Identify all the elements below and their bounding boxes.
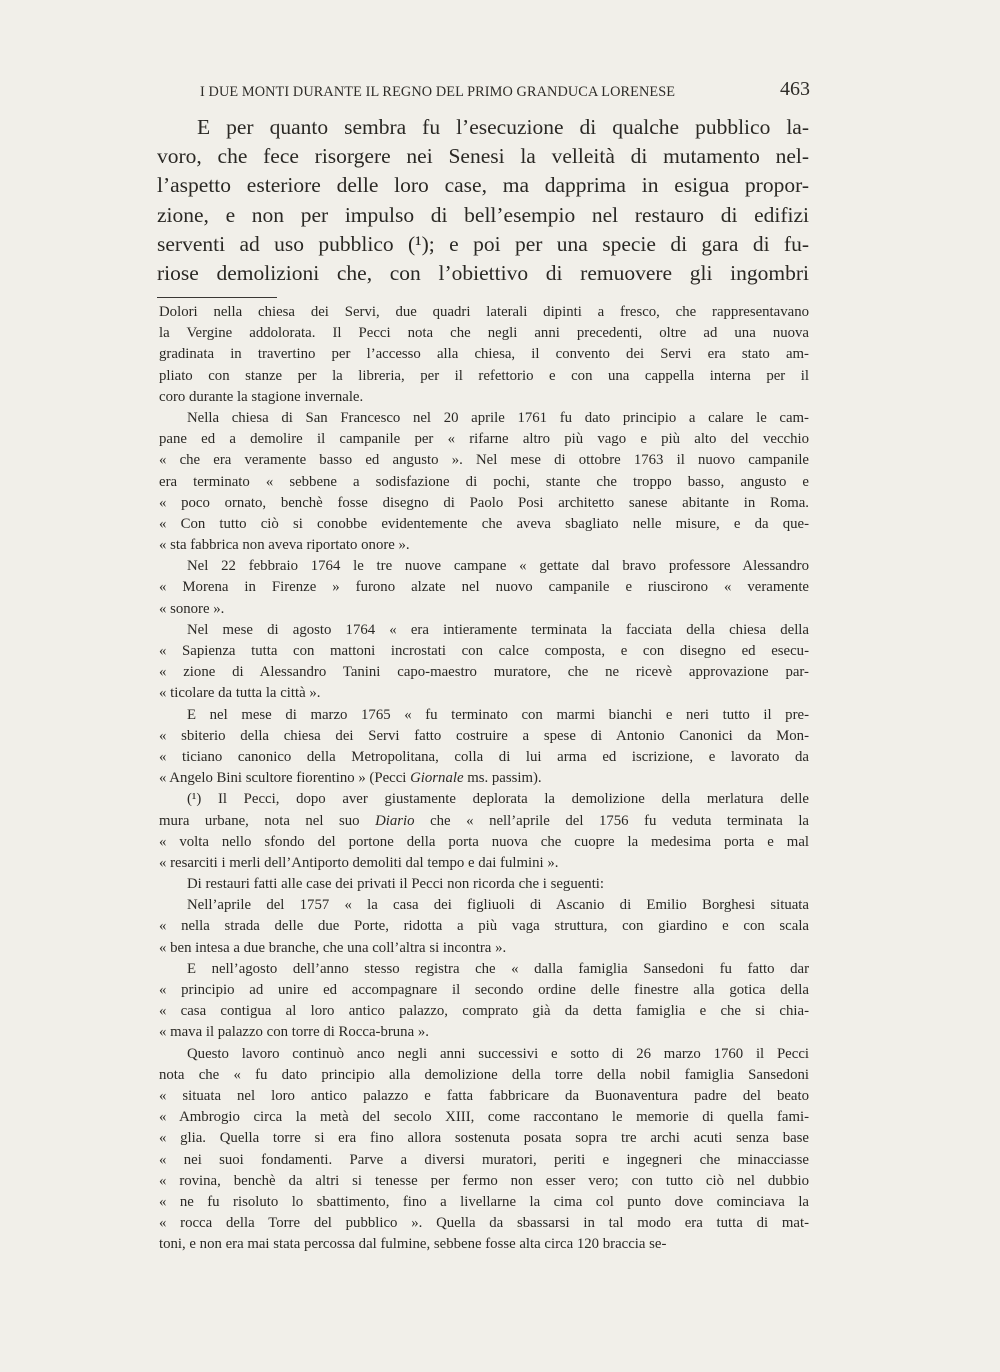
footnote-line: Nella chiesa di San Francesco nel 20 aprile 1761 fu dato principio a calare le cam- [187,409,809,426]
footnote-line: « rocca della Torre del pubblico ». Quella da sbassarsi in tal modo era tutta di mat- [159,1215,809,1232]
footnote-line: Di restauri fatti alle case dei privati il Pecci non ricorda che i seguenti: [187,876,605,893]
footnote-line: nota che « fu dato principio alla demolizione della torre della nobil famiglia Sansedoni [159,1066,809,1083]
footnote-line: « rovina, benchè da altri si tenesse per fermo non esser vero; con tutto ciò nel dubbio [159,1172,809,1189]
footnote-line: « ne fu risoluto lo sbattimento, fino a livellarne la cima col punto dove cominciava la [159,1193,809,1210]
running-title: I DUE MONTI DURANTE IL REGNO DEL PRIMO GRANDUCA LORENESE [200,84,676,100]
footnote-line: pliato con stanze per la libreria, per il refettorio e con una cappella interna per il [159,367,809,384]
footnote-line: « Morena in Firenze » furono alzate nel nuovo campanile e riuscirono « veramente [159,579,809,596]
footnote-line: « che era veramente basso ed angusto ». Nel mese di ottobre 1763 il nuovo campanile [159,452,809,469]
footnote-line: « volta nello sfondo del portone della porta nuova che cuopre la medesima porta e mal [159,833,809,850]
footnote-line: « sonore ». [159,600,225,617]
footnote-line: « nella strada delle due Porte, ridotta a più vaga struttura, con giardino e con scala [159,918,809,935]
footnote-line: mura urbane, nota nel suo Diario che « nell’aprile del 1756 fu veduta terminata la [159,812,809,829]
footnote-line: « Angelo Bini scultore fiorentino » (Pecci Giornale ms. passim). [159,770,542,787]
footnote-line: toni, e non era mai stata percossa dal fulmine, sebbene fosse alta circa 120 braccia se- [159,1236,667,1253]
footnote-line: E nel mese di marzo 1765 « fu terminato con marmi bianchi e neri tutto il pre- [187,706,809,723]
footnote-line: Questo lavoro continuò anco negli anni successivi e sotto di 26 marzo 1760 il Pecci [187,1045,809,1062]
footnote-line: « Con tutto ciò si conobbe evidentemente che aveva sbagliato nelle misure, e da que- [159,515,809,532]
footnote-separator [157,297,277,298]
footnote-line: gradinata in travertino per l’accesso alla chiesa, il convento dei Servi era stato am- [159,346,809,363]
footnote-line: pane ed a demolire il campanile per « rifarne altro più vago e più alto del vecchio [159,431,809,448]
footnote-line: E nell’agosto dell’anno stesso registra che « dalla famiglia Sansedoni fu fatto dar [187,960,809,977]
main-text [157,113,809,288]
footnote-line: « Ambrogio circa la metà del secolo XIII, come raccontano le memorie di quella fami- [159,1109,809,1126]
footnote-line: « zione di Alessandro Tanini capo-maestro muratore, che ne ricevè approvazione par- [159,664,809,681]
footnote-line: Nel mese di agosto 1764 « era intieramente terminata la facciata della chiesa della [187,621,809,638]
main-text-line: riose demolizioni che, con l’obiettivo di remuovere gli ingombri [157,260,809,285]
footnote-line: « ben intesa a due branche, che una coll’altra si incontra ». [159,939,507,956]
footnotes [159,302,809,1255]
footnote-line: « principio ad unire ed accompagnare il secondo ordine delle finestre alla gotica della [159,982,809,998]
footnote-line: « ticiano canonico della Metropolitana, colla di lui arma ed iscrizione, e lavorato da [159,748,809,765]
main-text-line: l’aspetto esteriore delle loro case, ma dapprima in esigua propor- [157,173,809,198]
footnote-line: « mava il palazzo con torre di Rocca-bruna ». [159,1024,429,1041]
footnote-line: Dolori nella chiesa dei Servi, due quadri laterali dipinti a fresco, che rappresentavano [159,304,809,320]
running-header [200,78,810,104]
footnote-line: « sbiterio della chiesa dei Servi fatto costruire a spese di Antonio Canonici da Mon- [159,727,809,744]
main-text-line: zione, e non per impulso di bell’esempio nel restauro di edifizi [157,202,809,227]
footnote-line: « Sapienza tutta con mattoni incrostati con calce composta, e con disegno ed esecu- [159,643,809,659]
footnote-line: era terminato « sebbene a sodisfazione di pochi, stante che troppo basso, angusto e [159,473,809,490]
footnote-line: « glia. Quella torre si era fino allora sostenuta posata sopra tre archi acuti senza base [159,1130,809,1147]
footnote-line: « nei suoi fondamenti. Parve a diversi muratori, periti e ingegneri che minacciasse [159,1151,809,1168]
main-text-line: E per quanto sembra fu l’esecuzione di qualche pubblico la- [197,115,809,139]
footnote-line: Nell’aprile del 1757 « la casa dei figliuoli di Ascanio di Emilio Borghesi situata [187,897,809,914]
footnote-line: Nel 22 febbraio 1764 le tre nuove campane « gettate dal bravo professore Alessandro [187,558,809,575]
footnote-line: « poco ornato, benchè fosse disegno di Paolo Posi architetto sanese abitante in Roma. [159,494,809,511]
footnote-line: (¹) Il Pecci, dopo aver giustamente deplorata la demolizione della merlatura delle [187,791,809,808]
main-text-line: voro, che fece risorgere nei Senesi la velleità di mutamento nel- [157,144,809,169]
footnote-line: la Vergine addolorata. Il Pecci nota che negli anni precedenti, oltre ad una nuova [159,325,809,342]
footnote-line: « casa contigua al loro antico palazzo, comprato già da detta famiglia e che si chia- [159,1003,809,1020]
main-text-line: serventi ad uso pubblico (¹); e poi per una specie di gara di fu- [157,231,809,256]
footnote-line: « ticolare da tutta la città ». [159,685,321,702]
footnote-line: « resarciti i merli dell’Antiporto demoliti dal tempo e dai fulmini ». [159,854,559,871]
footnote-line: « sta fabbrica non aveva riportato onore ». [159,537,410,554]
page-number: 463 [780,78,810,100]
footnote-line: « situata nel loro antico palazzo e fatta fabbricare da Buonaventura padre del beato [159,1087,809,1104]
footnote-line: coro durante la stagione invernale. [159,388,364,405]
